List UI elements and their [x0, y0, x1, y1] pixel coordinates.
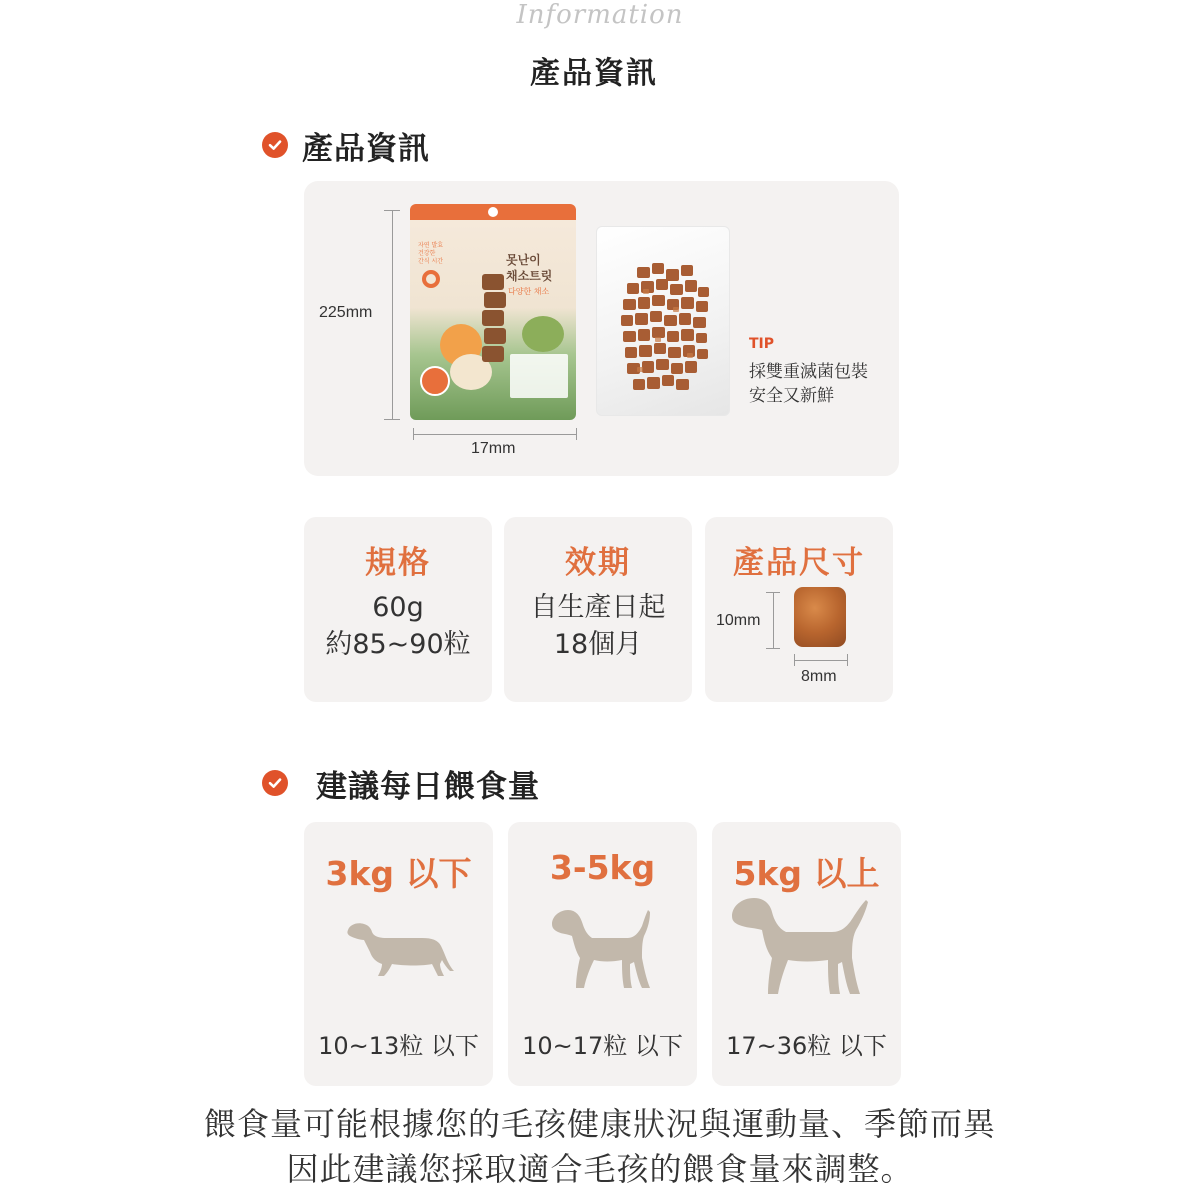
section-title: 建議每日餵食量 — [316, 768, 540, 805]
weight-range: 3-5kg — [549, 848, 656, 887]
feeding-card-small — [304, 822, 493, 1086]
dimension-tick — [766, 648, 780, 649]
spec-heading: 效期 — [565, 545, 631, 581]
feeding-card-medium — [508, 822, 697, 1086]
weight-range: 3kg 以下 — [325, 854, 472, 893]
package-hanger-hole — [488, 207, 498, 217]
spec-heading: 產品尺寸 — [733, 545, 865, 581]
treat-height-label: 10mm — [716, 612, 761, 629]
product-package-image — [410, 204, 576, 420]
treat-illustration — [482, 346, 504, 362]
treat-height-line — [773, 592, 774, 648]
section-title: 產品資訊 — [302, 130, 430, 167]
spec-value: 60g 約85~90粒 — [325, 592, 471, 660]
melon-illustration — [522, 316, 564, 352]
treats-pile — [597, 227, 731, 417]
tip-title: TIP — [749, 336, 775, 352]
width-dimension-line — [413, 434, 576, 435]
page-title: 產品資訊 — [530, 56, 658, 91]
treats-inner-bag-image — [596, 226, 730, 416]
package-name: 못난이 채소트릿 — [506, 253, 553, 283]
dachshund-icon — [344, 916, 456, 982]
dimension-tick — [576, 428, 577, 440]
package-badge — [420, 366, 450, 396]
treat-illustration — [482, 274, 504, 290]
package-logo — [422, 270, 440, 288]
package-side-label: 자연 발효 건강한 간식 시간 — [418, 242, 444, 265]
package-subtitle: 다양한 채소 — [508, 287, 550, 296]
check-icon — [262, 770, 288, 796]
spec-card-size — [304, 517, 492, 702]
section-heading-product — [262, 125, 430, 165]
tip-text: 採雙重滅菌包裝 安全又新鮮 — [749, 362, 868, 406]
feeding-note-line-1: 餵食量可能根據您的毛孩健康狀況與運動量、季節而異 — [203, 1105, 996, 1143]
large-dog-icon — [728, 894, 872, 998]
height-dimension-line — [392, 210, 393, 419]
treat-illustration — [484, 292, 506, 308]
medium-dog-icon — [546, 904, 658, 994]
daily-amount: 10~17粒 以下 — [522, 1032, 683, 1060]
treat-illustration — [484, 328, 506, 344]
dimension-tick — [847, 654, 848, 666]
treat-width-label: 8mm — [801, 668, 837, 685]
feeding-card-large — [712, 822, 901, 1086]
dimension-tick — [384, 419, 400, 420]
section-heading-feeding — [262, 763, 540, 803]
weight-range: 5kg 以上 — [733, 854, 880, 893]
script-heading: Information — [516, 0, 684, 30]
treat-photo — [794, 587, 846, 647]
check-icon — [262, 132, 288, 158]
spec-heading: 規格 — [365, 545, 431, 581]
feeding-note-line-2: 因此建議您採取適合毛孩的餵食量來調整。 — [286, 1150, 914, 1188]
width-label: 17mm — [471, 440, 516, 457]
daily-amount: 10~13粒 以下 — [318, 1032, 479, 1060]
treat-illustration — [482, 310, 504, 326]
package-nutrition-table — [510, 354, 568, 398]
treat-width-line — [794, 660, 847, 661]
spec-value: 自生產日起 18個月 — [530, 592, 666, 660]
daily-amount: 17~36粒 以下 — [726, 1032, 887, 1060]
spec-card-expiry — [504, 517, 692, 702]
height-label: 225mm — [319, 304, 373, 321]
